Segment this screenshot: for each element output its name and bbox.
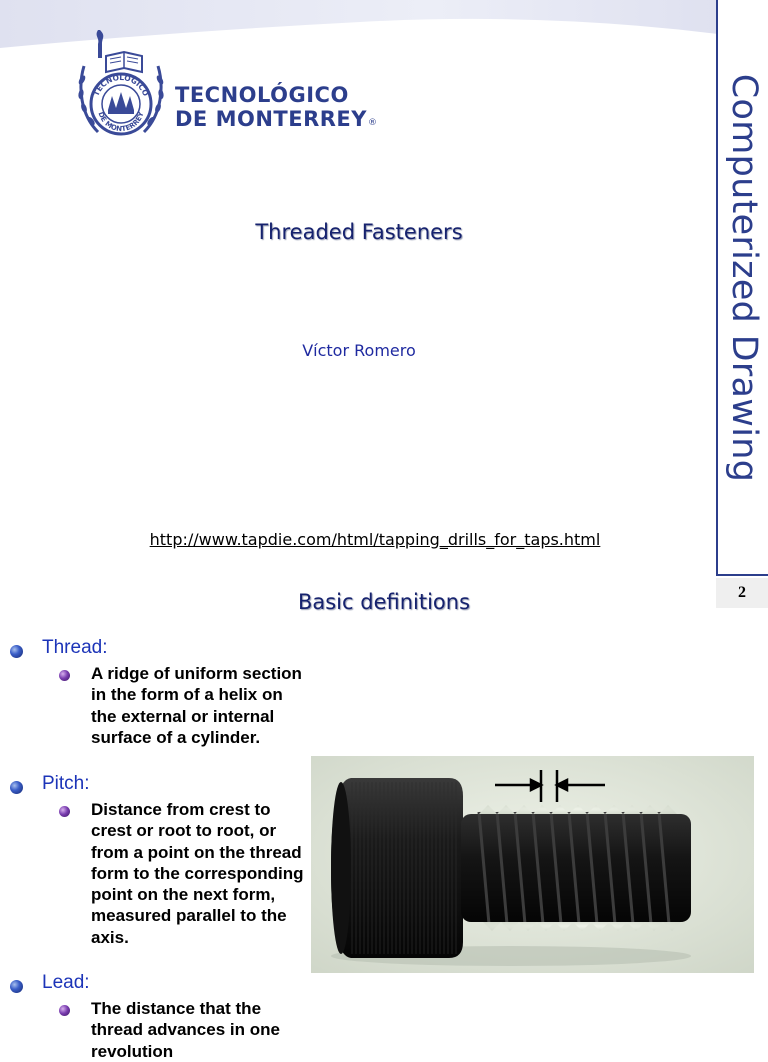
definition-text-pitch: Distance from crest to crest or root to root, or from a point on the thread form to the corresponding point on the next form, measured parallel to the axis.: [91, 800, 304, 947]
sub-bullet-icon: [59, 806, 70, 817]
seal-text-top: TECNOLOGICO: [91, 72, 151, 98]
seal-text-bottom: DE MONTERREY: [96, 110, 146, 134]
reference-link[interactable]: http://www.tapdie.com/html/tapping_drills_for_taps.html: [149, 530, 601, 549]
definition-text-thread: A ridge of uniform section in the form of a helix on the external or internal surface of a cylinder.: [91, 664, 302, 747]
bullet-icon: [10, 645, 23, 658]
section-heading: Basic definitions: [297, 590, 471, 614]
sub-bullet-icon: [59, 670, 70, 681]
registered-mark: ®: [367, 118, 378, 128]
slide-title-heading: Threaded Fasteners: [255, 220, 463, 244]
definition-term-lead: Lead:: [42, 972, 90, 993]
course-sidebar: [716, 0, 768, 576]
definition-term-thread: Thread:: [42, 637, 108, 658]
bullet-icon: [10, 980, 23, 993]
author-name: Víctor Romero: [302, 341, 416, 360]
logo-line-2: [175, 107, 377, 135]
course-title-vertical: Computerized Drawing: [724, 73, 764, 483]
bullet-icon: [10, 781, 23, 794]
definition-term-pitch: Pitch:: [42, 773, 90, 794]
socket-screw-photo: [311, 756, 754, 973]
page-number: 2: [716, 578, 768, 608]
tec-seal-logo: [76, 26, 166, 144]
definition-text-lead: The distance that the thread advances in one revolution: [91, 999, 280, 1061]
sub-bullet-icon: [59, 1005, 70, 1016]
logo-line-1: TECNOLÓGICO: [175, 83, 349, 107]
logo-line-2-text: DE MONTERREY: [175, 107, 367, 131]
